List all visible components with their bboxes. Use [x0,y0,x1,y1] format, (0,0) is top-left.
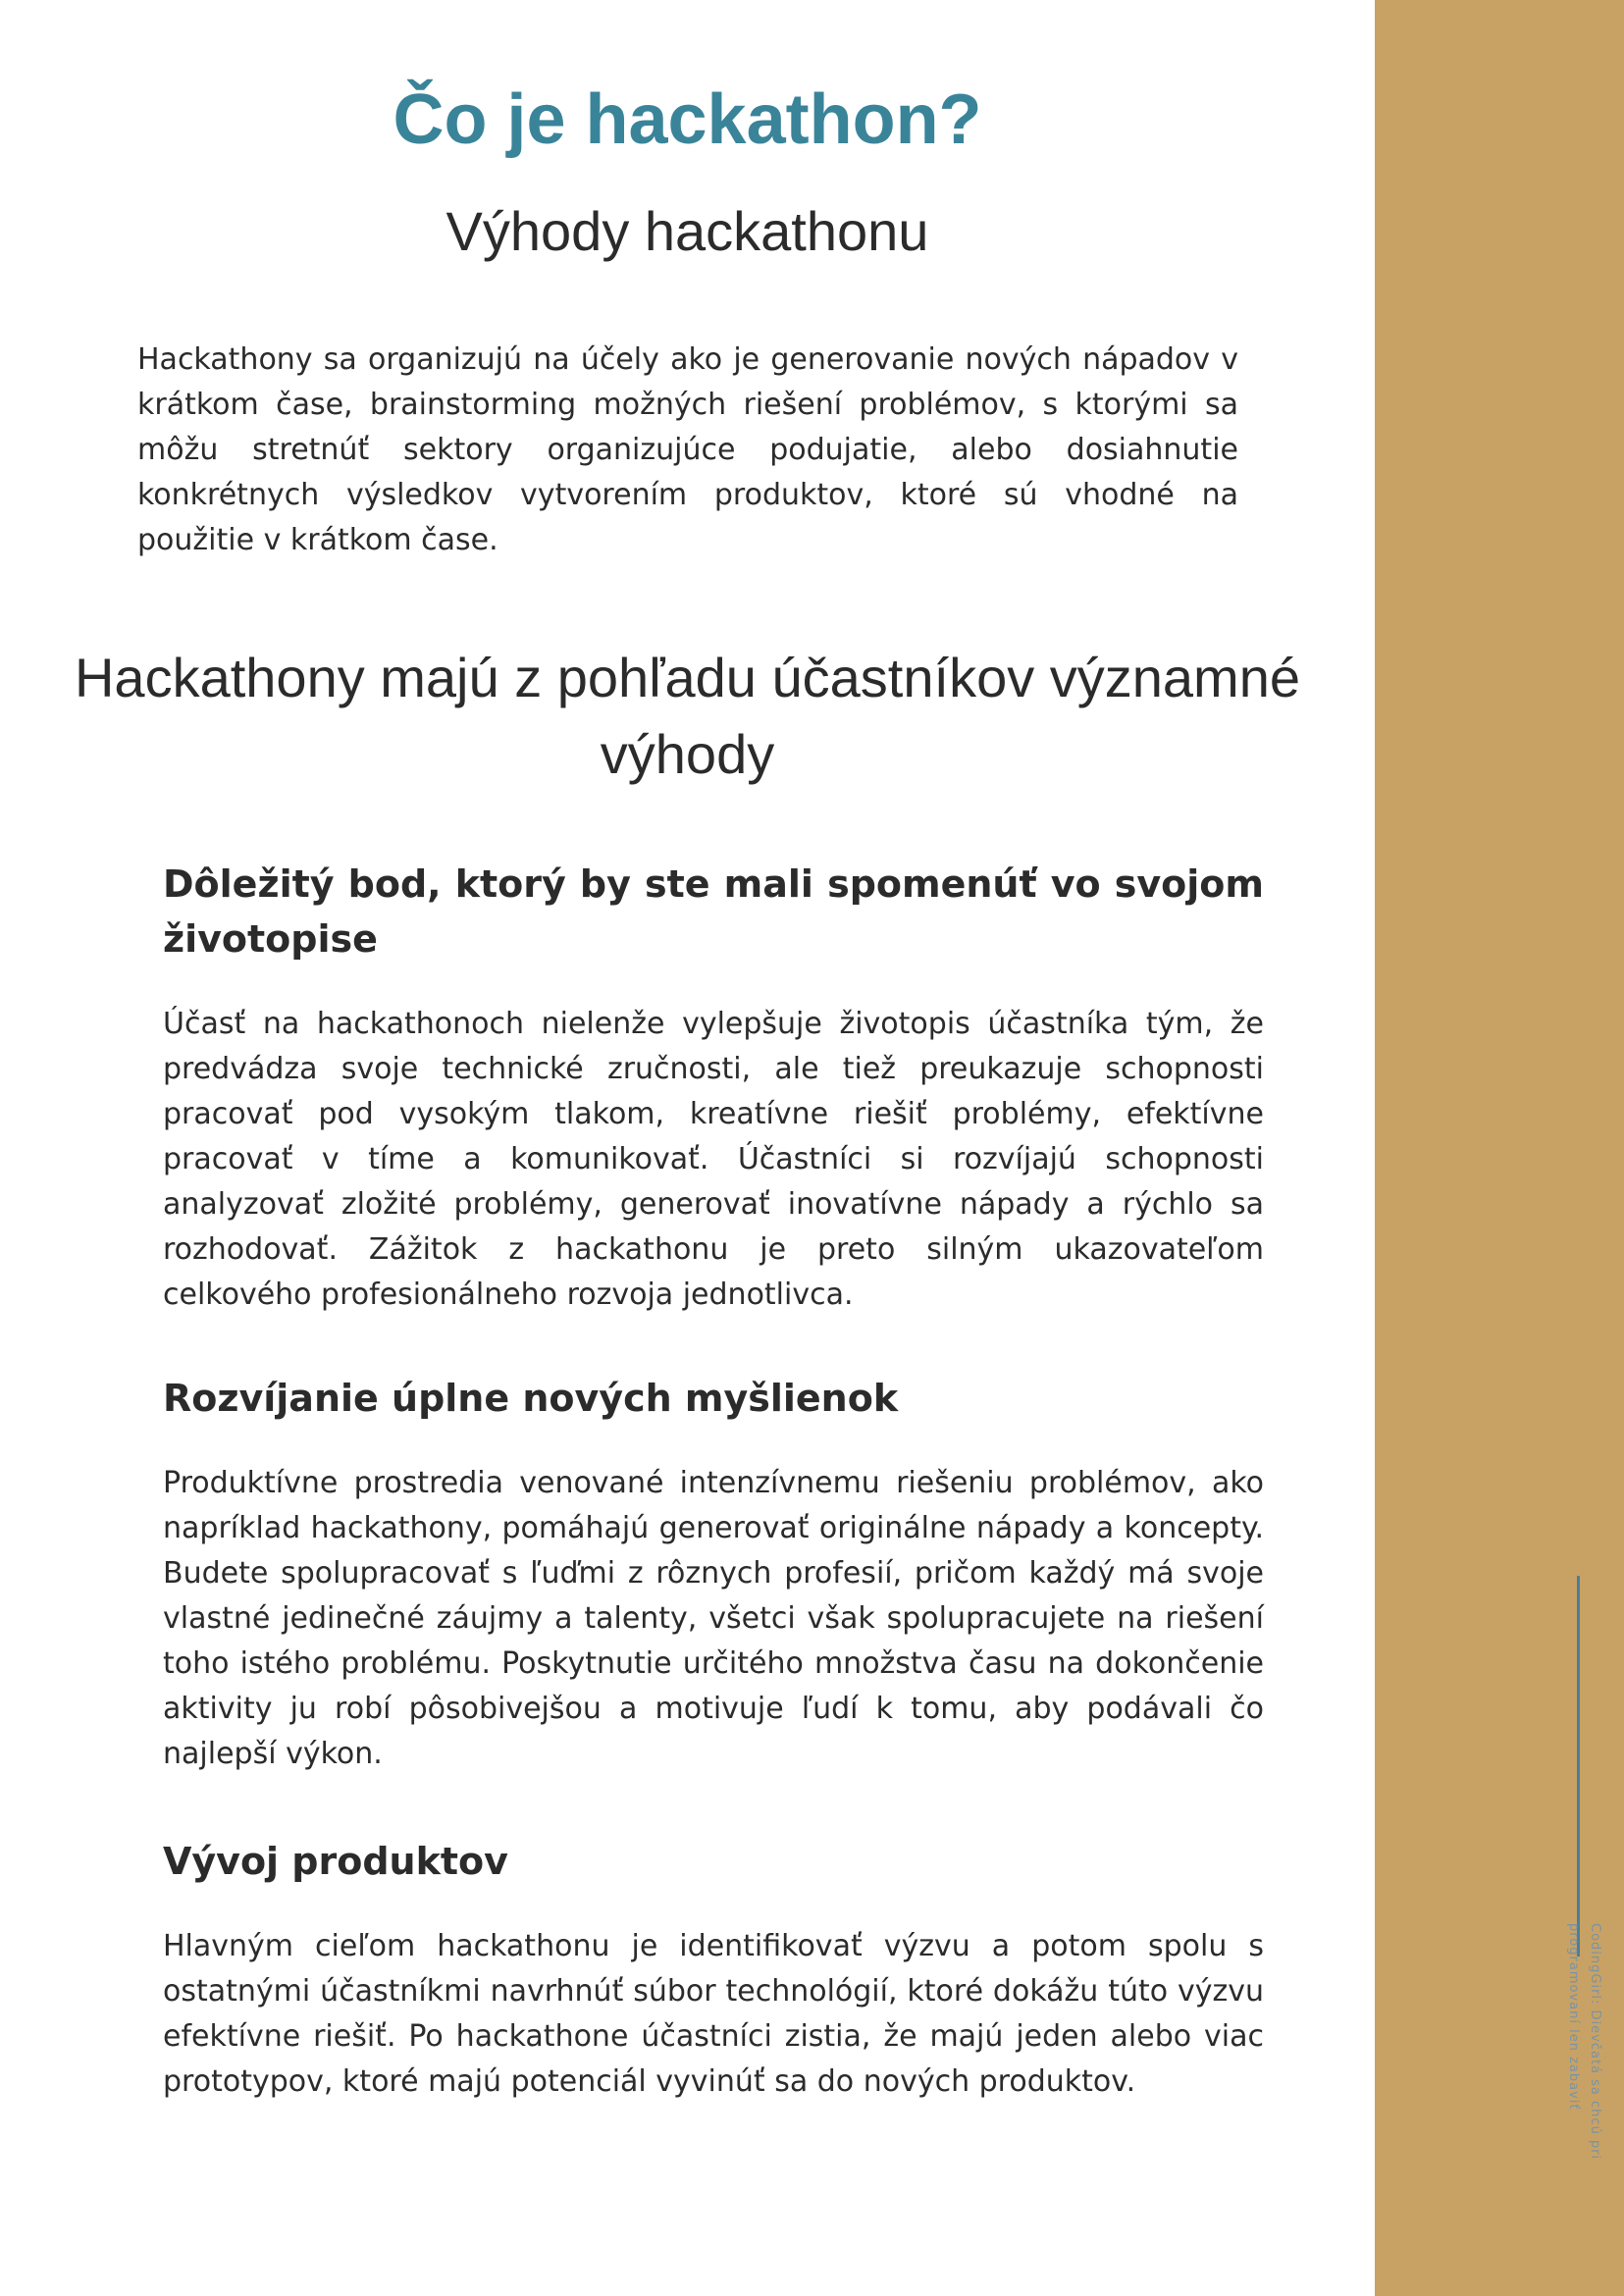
intro-paragraph: Hackathony sa organizujú na účely ako je generovanie nových nápadov v krátkom čase, brainstorming možných riešení problémov, s ktorými sa môžu stretnúť sektory organizujúce podujatie, alebo dosiahnutie konkrétnych výsledkov vytvorením produktov, ktoré sú vhodné na použitie v krátkom čase. [137,342,1238,557]
benefit-block-products [163,1834,1264,2105]
section-heading: Hackathony majú z pohľadu účastníkov významné výhody [74,647,1300,785]
benefit-paragraph: Účasť na hackathonoch nielenže vylepšuje životopis účastníka tým, že predvádza svoje technické zručnosti, ale tiež preukazuje schopnosti pracovať pod vysokým tlakom, kreatívne riešiť problémy, efektívne pracovať v tíme a komunikovať. Účastníci si rozvíjajú schopnosti analyzovať zložité problémy, generovať inovatívne nápady a rýchlo sa rozhodovať. Zážitok z hackathonu je preto silným ukazovateľom celkového profesionálneho rozvoja jednotlivca. [163,1007,1264,1312]
benefit-heading: Vývoj produktov [163,1840,508,1883]
page-subtitle: Výhody hackathonu [445,200,929,262]
benefit-heading: Dôležitý bod, ktorý by ste mali spomenúť vo svojom životopise [163,862,1264,961]
benefit-paragraph: Produktívne prostredia venované intenzívnemu riešeniu problémov, ako napríklad hackathony, pomáhajú generovať originálne nápady a koncepty. Budete spolupracovať s ľuďmi z rôznych profesií, pričom každý má svoje vlastné jedinečné záujmy a talenty, všetci však spolupracujete na riešení toho istého problému. Poskytnutie určitého množstva času na dokončenie aktivity ju robí pôsobivejšou a motivuje ľudí k tomu, aby podávali čo najlepší výkon. [163,1466,1264,1771]
side-caption [1554,1923,1613,2257]
benefit-block-cv [163,857,1264,1318]
benefit-block-ideas [163,1371,1264,1777]
side-caption-text: CodingGirl: Dievčatá sa chcú pri programovaní len zabaviť [1566,1923,1602,2161]
benefit-paragraph: Hlavným cieľom hackathonu je identifikovať výzvu a potom spolu s ostatnými účastníkmi navrhnúť súbor technológií, ktoré dokážu túto výzvu efektívne riešiť. Po hackathone účastníci zistia, že majú jeden alebo viac prototypov, ktoré majú potenciál vyvinúť sa do nových produktov. [163,1929,1264,2099]
side-accent-line [1577,1576,1580,1957]
benefit-heading: Rozvíjanie úplne nových myšlienok [163,1377,899,1420]
page-title: Čo je hackathon? [393,80,982,159]
